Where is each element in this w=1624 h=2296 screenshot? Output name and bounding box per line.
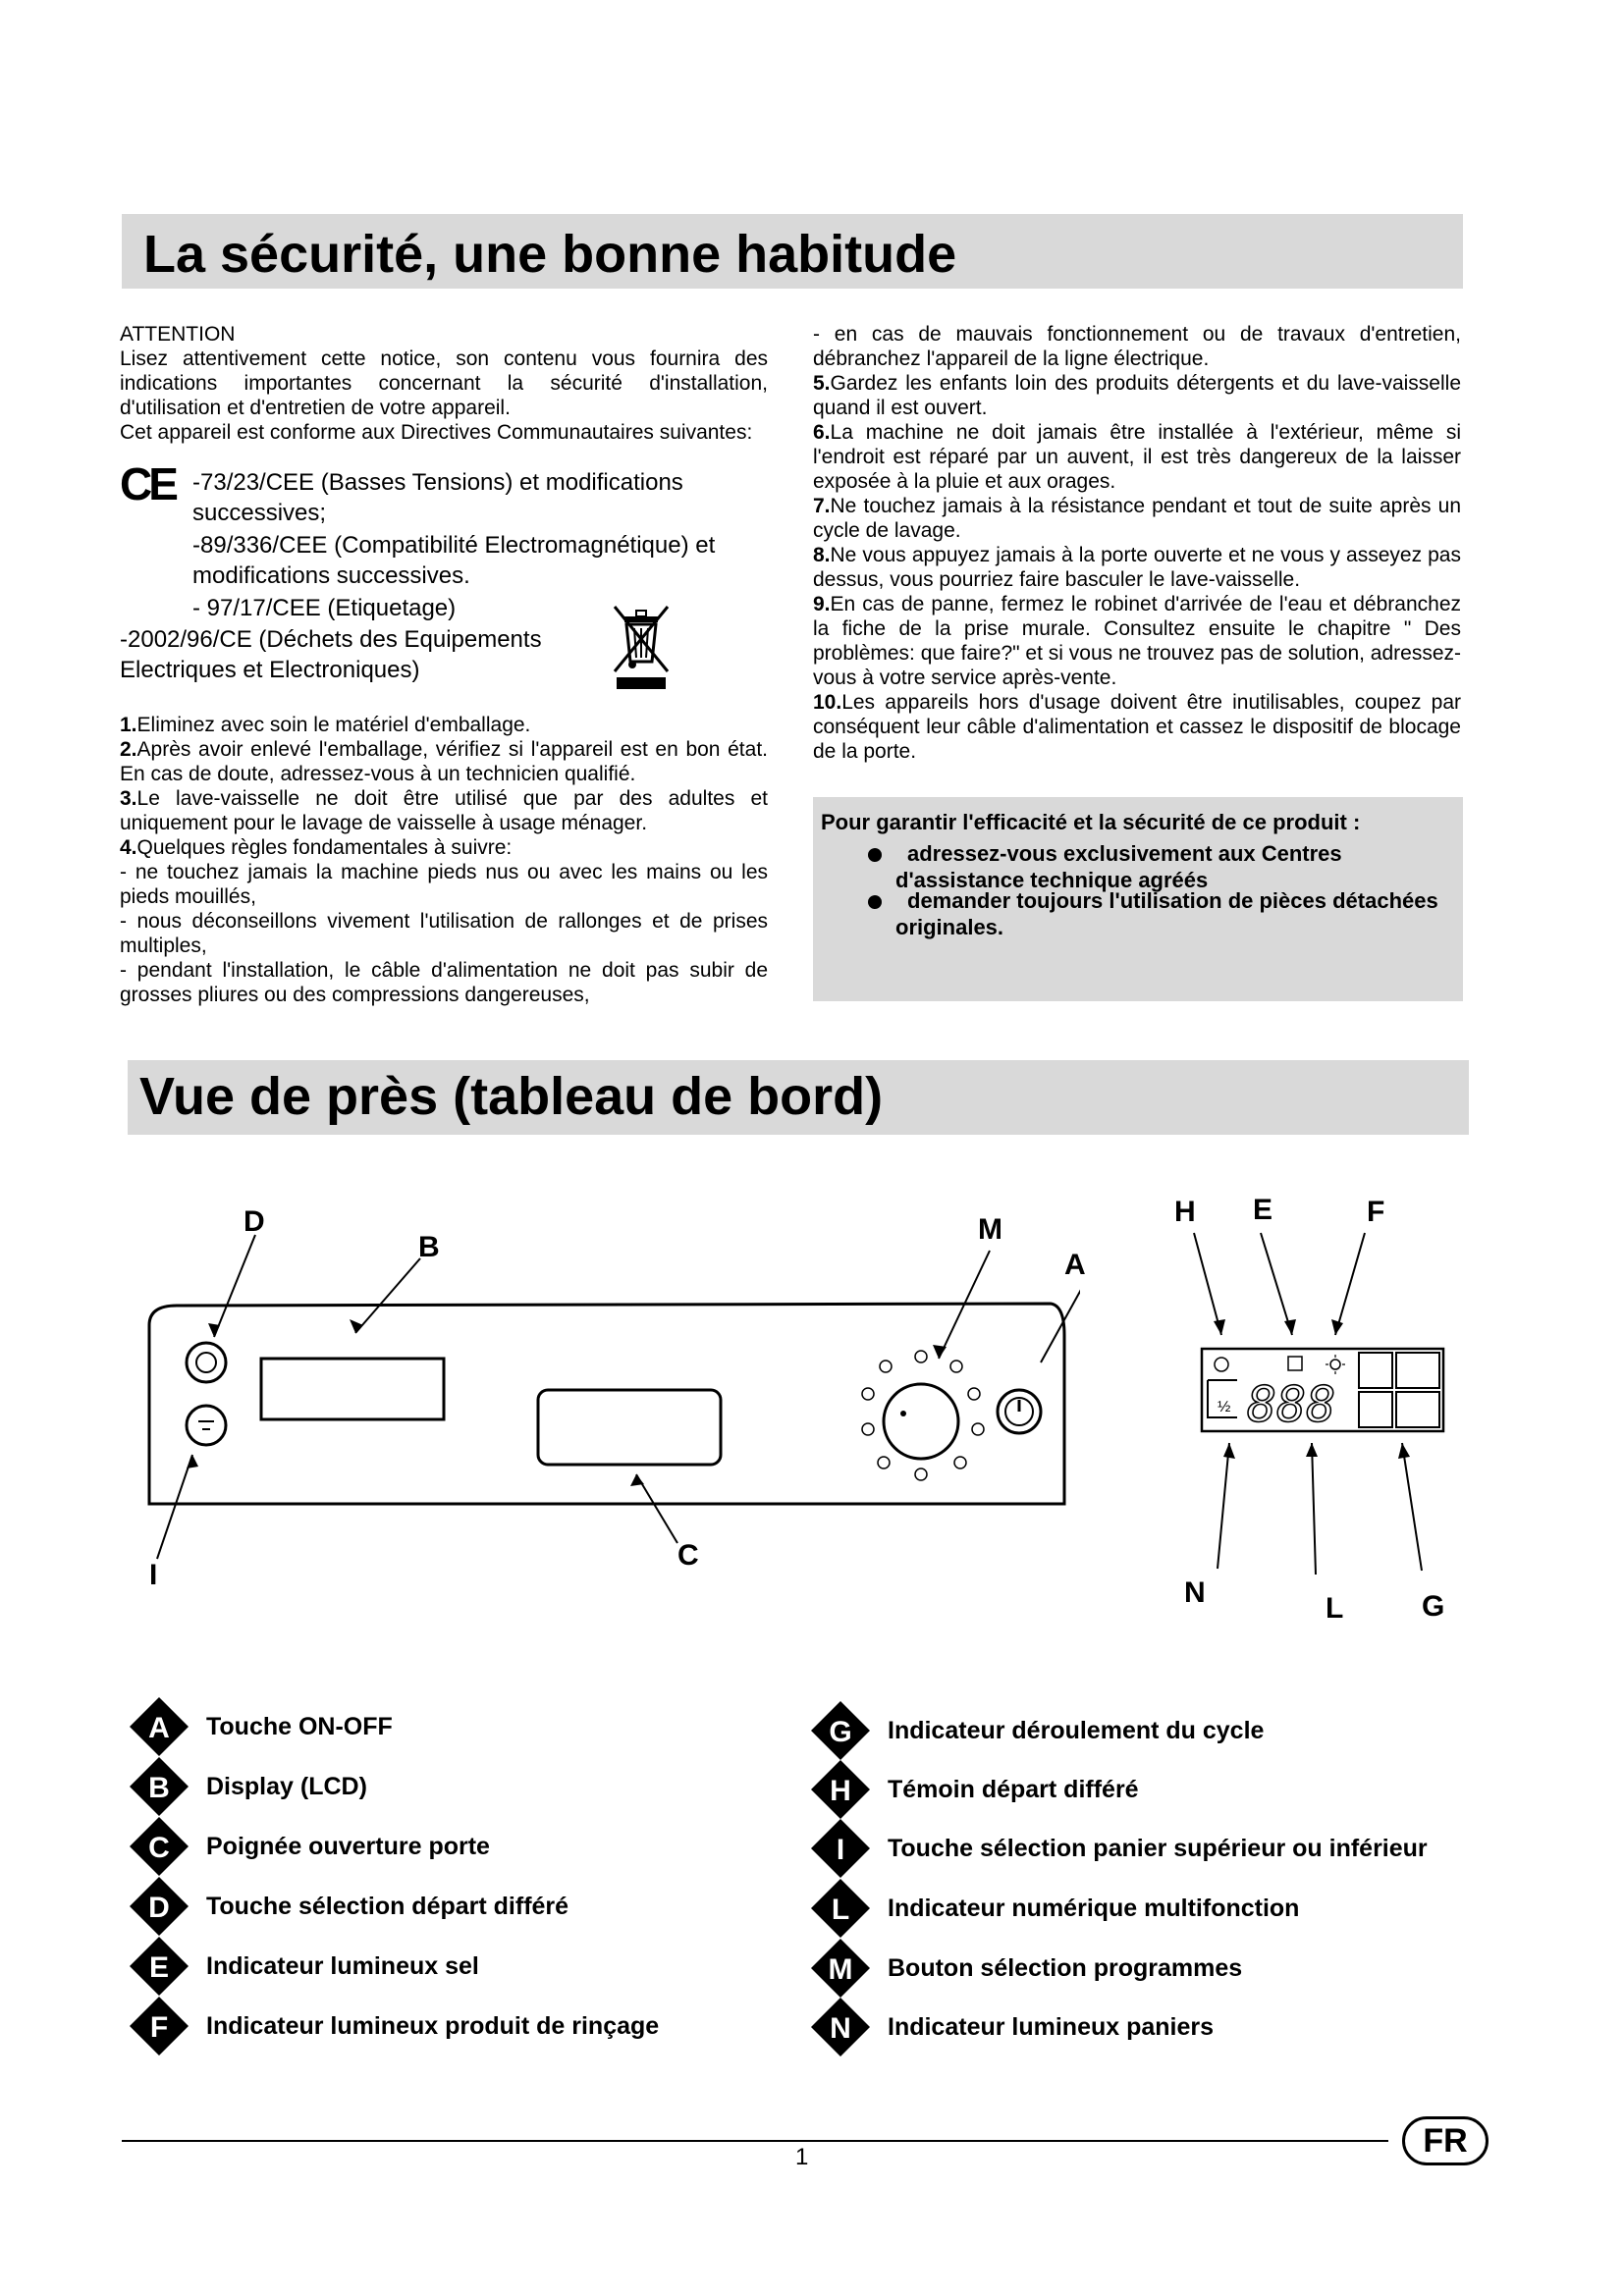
legend-item — [130, 1702, 393, 1751]
svg-text:F: F — [149, 2011, 169, 2044]
svg-text:M: M — [828, 1953, 853, 1986]
language-badge: FR — [1402, 2116, 1489, 2165]
legend-letter-badge — [811, 1939, 870, 1998]
rule-1: 1.Eliminez avec soin le matériel d'emballage. — [120, 714, 531, 736]
directive-2: -89/336/CEE (Compatibilité Electromagnétique) et modifications successives. — [192, 532, 716, 589]
svg-text:H: H — [830, 1775, 851, 1807]
legend-item — [811, 1765, 1139, 1814]
control-panel-diagram — [137, 1198, 1080, 1610]
label-l: L — [1326, 1592, 1344, 1625]
legend-text: Indicateur lumineux produit de rinçage — [206, 2011, 660, 2040]
legend-letter-badge — [130, 1937, 189, 1996]
legend-item — [130, 1882, 568, 1931]
rule-4c: - pendant l'installation, le câble d'alimentation ne doit pas subir de grosses pliures ou des compressions dangereuses, — [120, 959, 768, 1006]
svg-text:E: E — [148, 1951, 170, 1984]
bullet-dot-2 — [868, 895, 882, 909]
rack-select-button[interactable] — [187, 1406, 226, 1445]
legend-item — [130, 1942, 479, 1991]
footer-rule — [122, 2140, 1388, 2142]
legend-text: Poignée ouverture porte — [206, 1832, 490, 1860]
legend-item — [130, 1822, 490, 1871]
legend-letter-badge — [130, 1697, 189, 1756]
guarantee-bullet-1: adressez-vous exclusivement aux Centres d'assistance technique agréés — [895, 841, 1342, 892]
door-handle[interactable] — [538, 1390, 721, 1465]
label-g: G — [1422, 1590, 1445, 1623]
label-n: N — [1184, 1576, 1206, 1609]
rule-9: 9.En cas de panne, fermez le robinet d'arrivée de l'eau et débranchez la fiche de la prise murale. Consultez ensuite le chapitre " Des problèmes: que faire?" et si vous ne trouvez pas de solution, adressez-vous à votre service après-vente. — [813, 593, 1461, 689]
weee-bin-icon — [611, 603, 672, 691]
legend-letter-badge — [130, 1997, 189, 2056]
legend-text: Indicateur numérique multifonction — [888, 1894, 1300, 1922]
label-f: F — [1367, 1196, 1385, 1228]
legend-item — [811, 1884, 1299, 1933]
legend-item — [811, 1944, 1242, 1993]
legend-text: Bouton sélection programmes — [888, 1953, 1243, 1982]
directive-1: -73/23/CEE (Basses Tensions) et modifications successives; — [192, 469, 683, 526]
safety-left-column-rules — [120, 713, 768, 1007]
legend-text: Touche sélection panier supérieur ou inférieur — [888, 1834, 1428, 1862]
page-number: 1 — [795, 2144, 809, 2170]
delay-indicator — [1215, 1358, 1228, 1371]
rule-2: 2.Après avoir enlevé l'emballage, vérifiez si l'appareil est en bon état. En cas de doute, adressez-vous à un technicien qualifié. — [120, 738, 768, 785]
conformity-text: Cet appareil est conforme aux Directives Communautaires suivantes: — [120, 421, 753, 444]
label-b: B — [418, 1231, 440, 1263]
legend-text: Display (LCD) — [206, 1772, 367, 1800]
legend-text: Touche sélection départ différé — [206, 1892, 569, 1920]
legend-item — [811, 1706, 1264, 1755]
label-i: I — [149, 1559, 158, 1591]
rule-4d: - en cas de mauvais fonctionnement ou de travaux d'entretien, débranchez l'appareil de la ligne électrique. — [813, 323, 1461, 370]
safety-section-title: La sécurité, une bonne habitude — [143, 225, 957, 284]
label-h: H — [1174, 1196, 1196, 1228]
legend-item — [130, 2002, 659, 2051]
directive-4: -2002/96/CE (Déchets des Equipements Electriques et Electroniques) — [120, 626, 542, 683]
label-a: A — [1064, 1249, 1086, 1281]
legend-text: Indicateur lumineux paniers — [888, 2012, 1215, 2041]
rule-5: 5.Gardez les enfants loin des produits détergents et du lave-vaisselle quand il est ouvert. — [813, 372, 1461, 419]
salt-indicator — [1288, 1357, 1302, 1370]
legend-item — [811, 2002, 1214, 2052]
numeric-display: 888 — [1247, 1376, 1336, 1433]
svg-text:N: N — [830, 2012, 851, 2045]
rule-7: 7.Ne touchez jamais à la résistance pendant et tout de suite après un cycle de lavage. — [813, 495, 1461, 542]
svg-text:I: I — [836, 1834, 845, 1866]
rule-3: 3.Le lave-vaisselle ne doit être utilisé que par des adultes et uniquement pour le lavage de vaisselle à usage ménager. — [120, 787, 768, 834]
program-knob[interactable] — [884, 1384, 958, 1459]
legend-letter-badge — [130, 1877, 189, 1936]
legend-letter-badge — [811, 1998, 870, 2056]
label-e: E — [1253, 1194, 1273, 1226]
rule-4b: - nous déconseillons vivement l'utilisation de rallonges et de prises multiples, — [120, 910, 768, 957]
directive-3: - 97/17/CEE (Etiquetage) — [192, 595, 457, 621]
legend-letter-badge — [811, 1701, 870, 1760]
label-d: D — [244, 1205, 265, 1238]
safety-right-column — [813, 322, 1461, 764]
intro-paragraph: Lisez attentivement cette notice, son contenu vous fournira des indications importantes concernant la sécurité d'installation, d'utilisation et d'entretien de votre appareil. — [120, 347, 768, 419]
svg-text:B: B — [148, 1772, 170, 1804]
delay-start-button[interactable] — [187, 1343, 226, 1382]
legend-letter-badge — [811, 1879, 870, 1938]
guarantee-box — [813, 797, 1463, 1001]
guarantee-bullet-2: demander toujours l'utilisation de pièces détachées originales. — [895, 888, 1438, 939]
half-label: ½ — [1218, 1399, 1231, 1415]
rule-8: 8.Ne vous appuyez jamais à la porte ouverte et ne vous y asseyez pas dessus, vous pourriez faire basculer le lave-vaisselle. — [813, 544, 1461, 591]
attention-heading: ATTENTION — [120, 323, 236, 346]
rule-6: 6.La machine ne doit jamais être installée à l'extérieur, même si l'endroit est réparé par un auvent, il est très dangereux de la laisser exposée à la pluie et aux orages. — [813, 421, 1461, 493]
lcd-display — [261, 1359, 444, 1419]
legend-text: Témoin départ différé — [888, 1775, 1139, 1803]
bullet-dot-1 — [868, 848, 882, 862]
svg-text:L: L — [831, 1894, 850, 1926]
legend-item — [130, 1762, 367, 1811]
svg-text:G: G — [829, 1716, 852, 1748]
panel-section-banner — [128, 1060, 1469, 1135]
legend-text: Indicateur lumineux sel — [206, 1951, 479, 1980]
ce-mark-logo: CE — [120, 458, 175, 509]
indicator-panel-diagram — [1178, 1198, 1492, 1610]
label-m: M — [978, 1213, 1002, 1246]
svg-text:A: A — [148, 1712, 170, 1744]
legend-text: Touche ON-OFF — [206, 1712, 393, 1740]
legend-item — [811, 1824, 1428, 1873]
safety-section-banner — [122, 214, 1463, 289]
legend-letter-badge — [811, 1760, 870, 1819]
legend-letter-badge — [130, 1817, 189, 1876]
legend-text: Indicateur déroulement du cycle — [888, 1716, 1265, 1744]
svg-text:D: D — [148, 1892, 170, 1924]
rinse-aid-indicator — [1330, 1360, 1340, 1369]
legend-letter-badge — [130, 1757, 189, 1816]
guarantee-heading: Pour garantir l'efficacité et la sécurité de ce produit : — [821, 810, 1361, 834]
svg-text:C: C — [148, 1832, 170, 1864]
rule-4: 4.Quelques règles fondamentales à suivre: — [120, 836, 513, 859]
panel-section-title: Vue de près (tableau de bord) — [139, 1067, 884, 1126]
legend-letter-badge — [811, 1819, 870, 1878]
rule-10: 10.Les appareils hors d'usage doivent être inutilisables, coupez par conséquent leur câble d'alimentation et cassez le dispositif de blocage de la porte. — [813, 691, 1461, 763]
rule-4a: - ne touchez jamais la machine pieds nus ou avec les mains ou les pieds mouillés, — [120, 861, 768, 908]
safety-left-column-intro — [120, 322, 768, 445]
label-c: C — [677, 1539, 699, 1572]
